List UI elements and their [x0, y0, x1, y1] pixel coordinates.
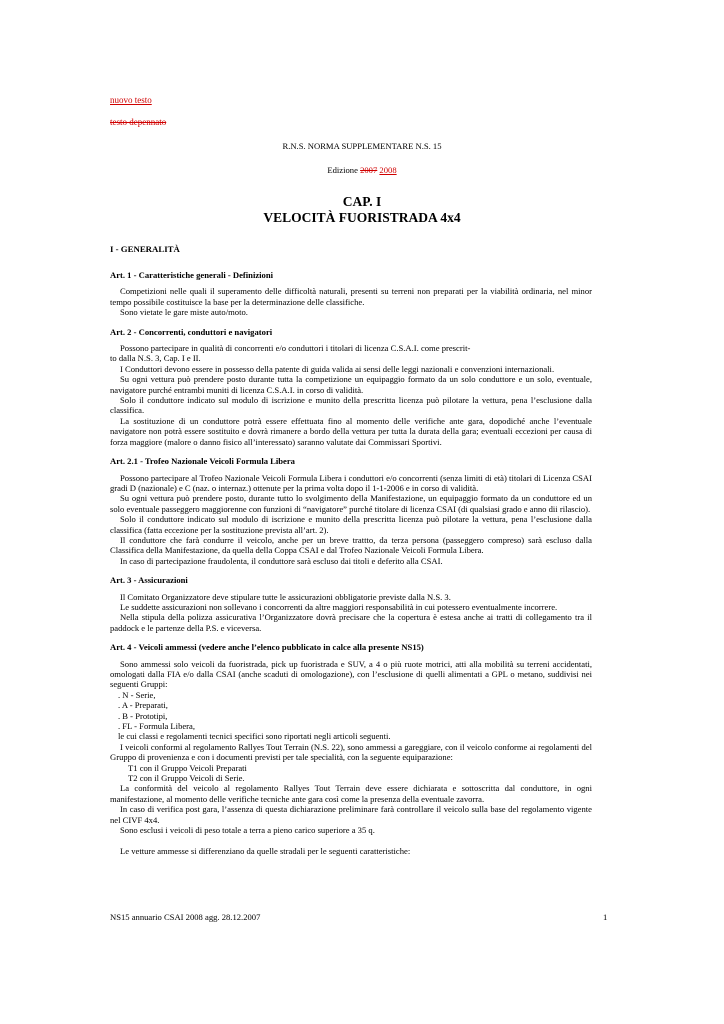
art1-paragraph: Sono vietate le gare miste auto/moto. — [120, 307, 248, 318]
art21-heading: Art. 2.1 - Trofeo Nazionale Veicoli Formula Libera — [110, 456, 295, 467]
art4-paragraph: Le vetture ammesse si differenziano da quelle stradali per le seguenti caratteristiche: — [120, 845, 411, 856]
group-item: . N - Serie, — [118, 689, 156, 700]
art3-paragraph: Nella stipula della polizza assicurativa l’Organizzatore dovrà precisare che la copertura è estesa anche ai tratti di collegamento tra il paddock e le partenze della P.S. e viceversa. — [110, 612, 592, 633]
equivalence-item: T2 con il Gruppo Veicoli di Serie. — [128, 773, 245, 784]
art4-paragraph: Sono esclusi i veicoli di peso totale a terra a pieno carico superiore a 35 q. — [120, 825, 375, 836]
art21-paragraph: Su ogni vettura può prendere posto, durante tutto lo svolgimento della Manifestazione, un equipaggio formato da un conduttore ed un solo eventuale passeggero maggiorenne con funzioni di “navigatore” purché titolare di licenza CSAI (di qualsiasi grado e anno dii rilascio). — [110, 493, 592, 514]
group-item: . FL - Formula Libera, — [118, 721, 196, 732]
edition-old: 2007 — [360, 165, 378, 175]
art1-heading: Art. 1 - Caratteristiche generali - Definizioni — [110, 270, 273, 280]
art2-paragraph: I Conduttori devono essere in possesso della patente di guida valida ai sensi delle leggi nazionali e convenzioni internazionali. — [120, 363, 555, 374]
section-heading: I - GENERALITÀ — [110, 244, 180, 254]
edition-label: Edizione — [327, 165, 358, 175]
group-item: . B - Prototipi, — [118, 710, 168, 721]
art2-heading: Art. 2 - Concorrenti, conduttori e navigatori — [110, 326, 273, 337]
legend-new-text: nuovo testo — [110, 95, 152, 105]
art4-paragraph: le cui classi e regolamenti tecnici specifici sono riportati negli articoli seguenti. — [118, 731, 391, 742]
art3-paragraph: Il Comitato Organizzatore deve stipulare tutte le assicurazioni obbligatorie previste dalla N.S. 3. — [120, 591, 451, 602]
body-text — [110, 270, 592, 856]
art3-heading: Art. 3 - Assicurazioni — [110, 575, 188, 586]
art1-paragraph: Competizioni nelle quali il superamento delle difficoltà naturali, presenti su terreni non preparati per la viabilità ordinaria, nel minor tempo possibile costituisce la base per la determinazione delle classifiche. — [110, 286, 592, 307]
norm-header: R.N.S. NORMA SUPPLEMENTARE N.S. 15 — [282, 141, 442, 151]
art4-heading: Art. 4 - Veicoli ammessi (vedere anche l’elenco pubblicato in calce alla presente NS15) — [110, 642, 424, 653]
edition-line — [0, 165, 724, 175]
legend-deleted-text: testo depennato — [110, 117, 167, 127]
chapter-title: CAP. I — [342, 194, 382, 209]
edition-new: 2008 — [379, 165, 397, 175]
group-item: . A - Preparati, — [118, 700, 168, 711]
art21-paragraph: Possono partecipare al Trofeo Nazionale Veicoli Formula Libera i conduttori e/o concorrenti (senza limiti di età) titolari di Licenza CSAI gradi D (nazionale) e C (naz. o internaz.) ottenute per la prima volta dopo il 1-1-2006 e in corso di validità. — [110, 472, 592, 493]
page-number: 1 — [603, 912, 608, 922]
art2-paragraph: La sostituzione di un conduttore potrà essere effettuata fino al momento delle verifiche ante gara, dopodiché anche l’eventuale navigatore non potrà essere sostituito e dovrà rimanere a bordo della vettura per tutta la durata della gara; eventuali eccezioni per causa di forza maggiore (malore o danno fisico all’interessato) saranno valutate dai Commissari Sportivi. — [110, 415, 592, 447]
art4-paragraph: In caso di verifica post gara, l’assenza di questa dichiarazione preliminare farà controllare il veicolo sulla base del regolamento vigente nel CIVF 4x4. — [110, 804, 592, 825]
art21-paragraph: In caso di partecipazione fraudolenta, il conduttore sarà escluso dai titoli e deferito alla CSAI. — [120, 555, 443, 566]
art2-paragraph: Possono partecipare in qualità di concorrenti e/o conduttori i titolari di licenza C.S.A.I. come prescrit- — [120, 343, 471, 354]
art4-paragraph: La conformità del veicolo al regolamento Rallyes Tout Terrain deve essere dichiarata e sottoscritta dal conduttore, in ogni manifestazione, al momento delle verifiche tecniche ante gara così come la presenza della eventuale zavorra. — [110, 783, 592, 804]
art4-paragraph: Sono ammessi solo veicoli da fuoristrada, pick up fuoristrada e SUV, a 4 o più ruote motrici, atti alla mobilità su terreni accidentati, omologati dalla FIA e/o dalla CSAI (anche scaduti di omologazione), con l’esclusione di quelli alimentati a GPL o metano, suddivisi nei seguenti Gruppi: — [110, 658, 592, 690]
equivalence-item: T1 con il Gruppo Veicoli Preparati — [128, 762, 247, 773]
art2-paragraph: Solo il conduttore indicato sul modulo di iscrizione e munito della prescritta licenza può pilotare la vettura, pena l’esclusione dalla classifica. — [110, 395, 592, 416]
art4-paragraph: I veicoli conformi al regolamento Rallyes Tout Terrain (N.S. 22), sono ammessi a gareggiare, con il veicolo conforme ai regolamenti del Gruppo di provenienza e con i documenti previsti per tale specialità, con la seguente equiparazione: — [110, 741, 592, 763]
chapter-subtitle: VELOCITÀ FUORISTRADA 4x4 — [263, 210, 461, 225]
art21-paragraph: Il conduttore che farà condurre il veicolo, anche per un breve trattto, da terza persona (passeggero compreso) sarà escluso dalla Classifica della Manifestazione, da quella della Coppa CSAI e dal Trofeo Nazionale Veicoli Formula Libera. — [110, 534, 592, 556]
art21-paragraph: Solo il conduttore indicato sul modulo di iscrizione e munito della prescritta licenza può pilotare la vettura, pena l’esclusione dalla classifica (fatta eccezione per la sostituzione prevista all’art. 2). — [110, 514, 592, 535]
art3-paragraph: Le suddette assicurazioni non sollevano i concorrenti da altre maggiori responsabilità in cui potessero eventualmente incorrere. — [120, 601, 558, 612]
art2-paragraph: Su ogni vettura può prendere posto durante tutta la competizione un equipaggio formato da un solo conduttore e un solo, eventuale, navigatore purché entrambi muniti di licenza C.S.A.I. in corso di validità. — [110, 374, 592, 395]
art2-paragraph: to dalla N.S. 3, Cap. I e II. — [110, 353, 201, 364]
footer-text: NS15 annuario CSAI 2008 agg. 28.12.2007 — [110, 912, 261, 922]
